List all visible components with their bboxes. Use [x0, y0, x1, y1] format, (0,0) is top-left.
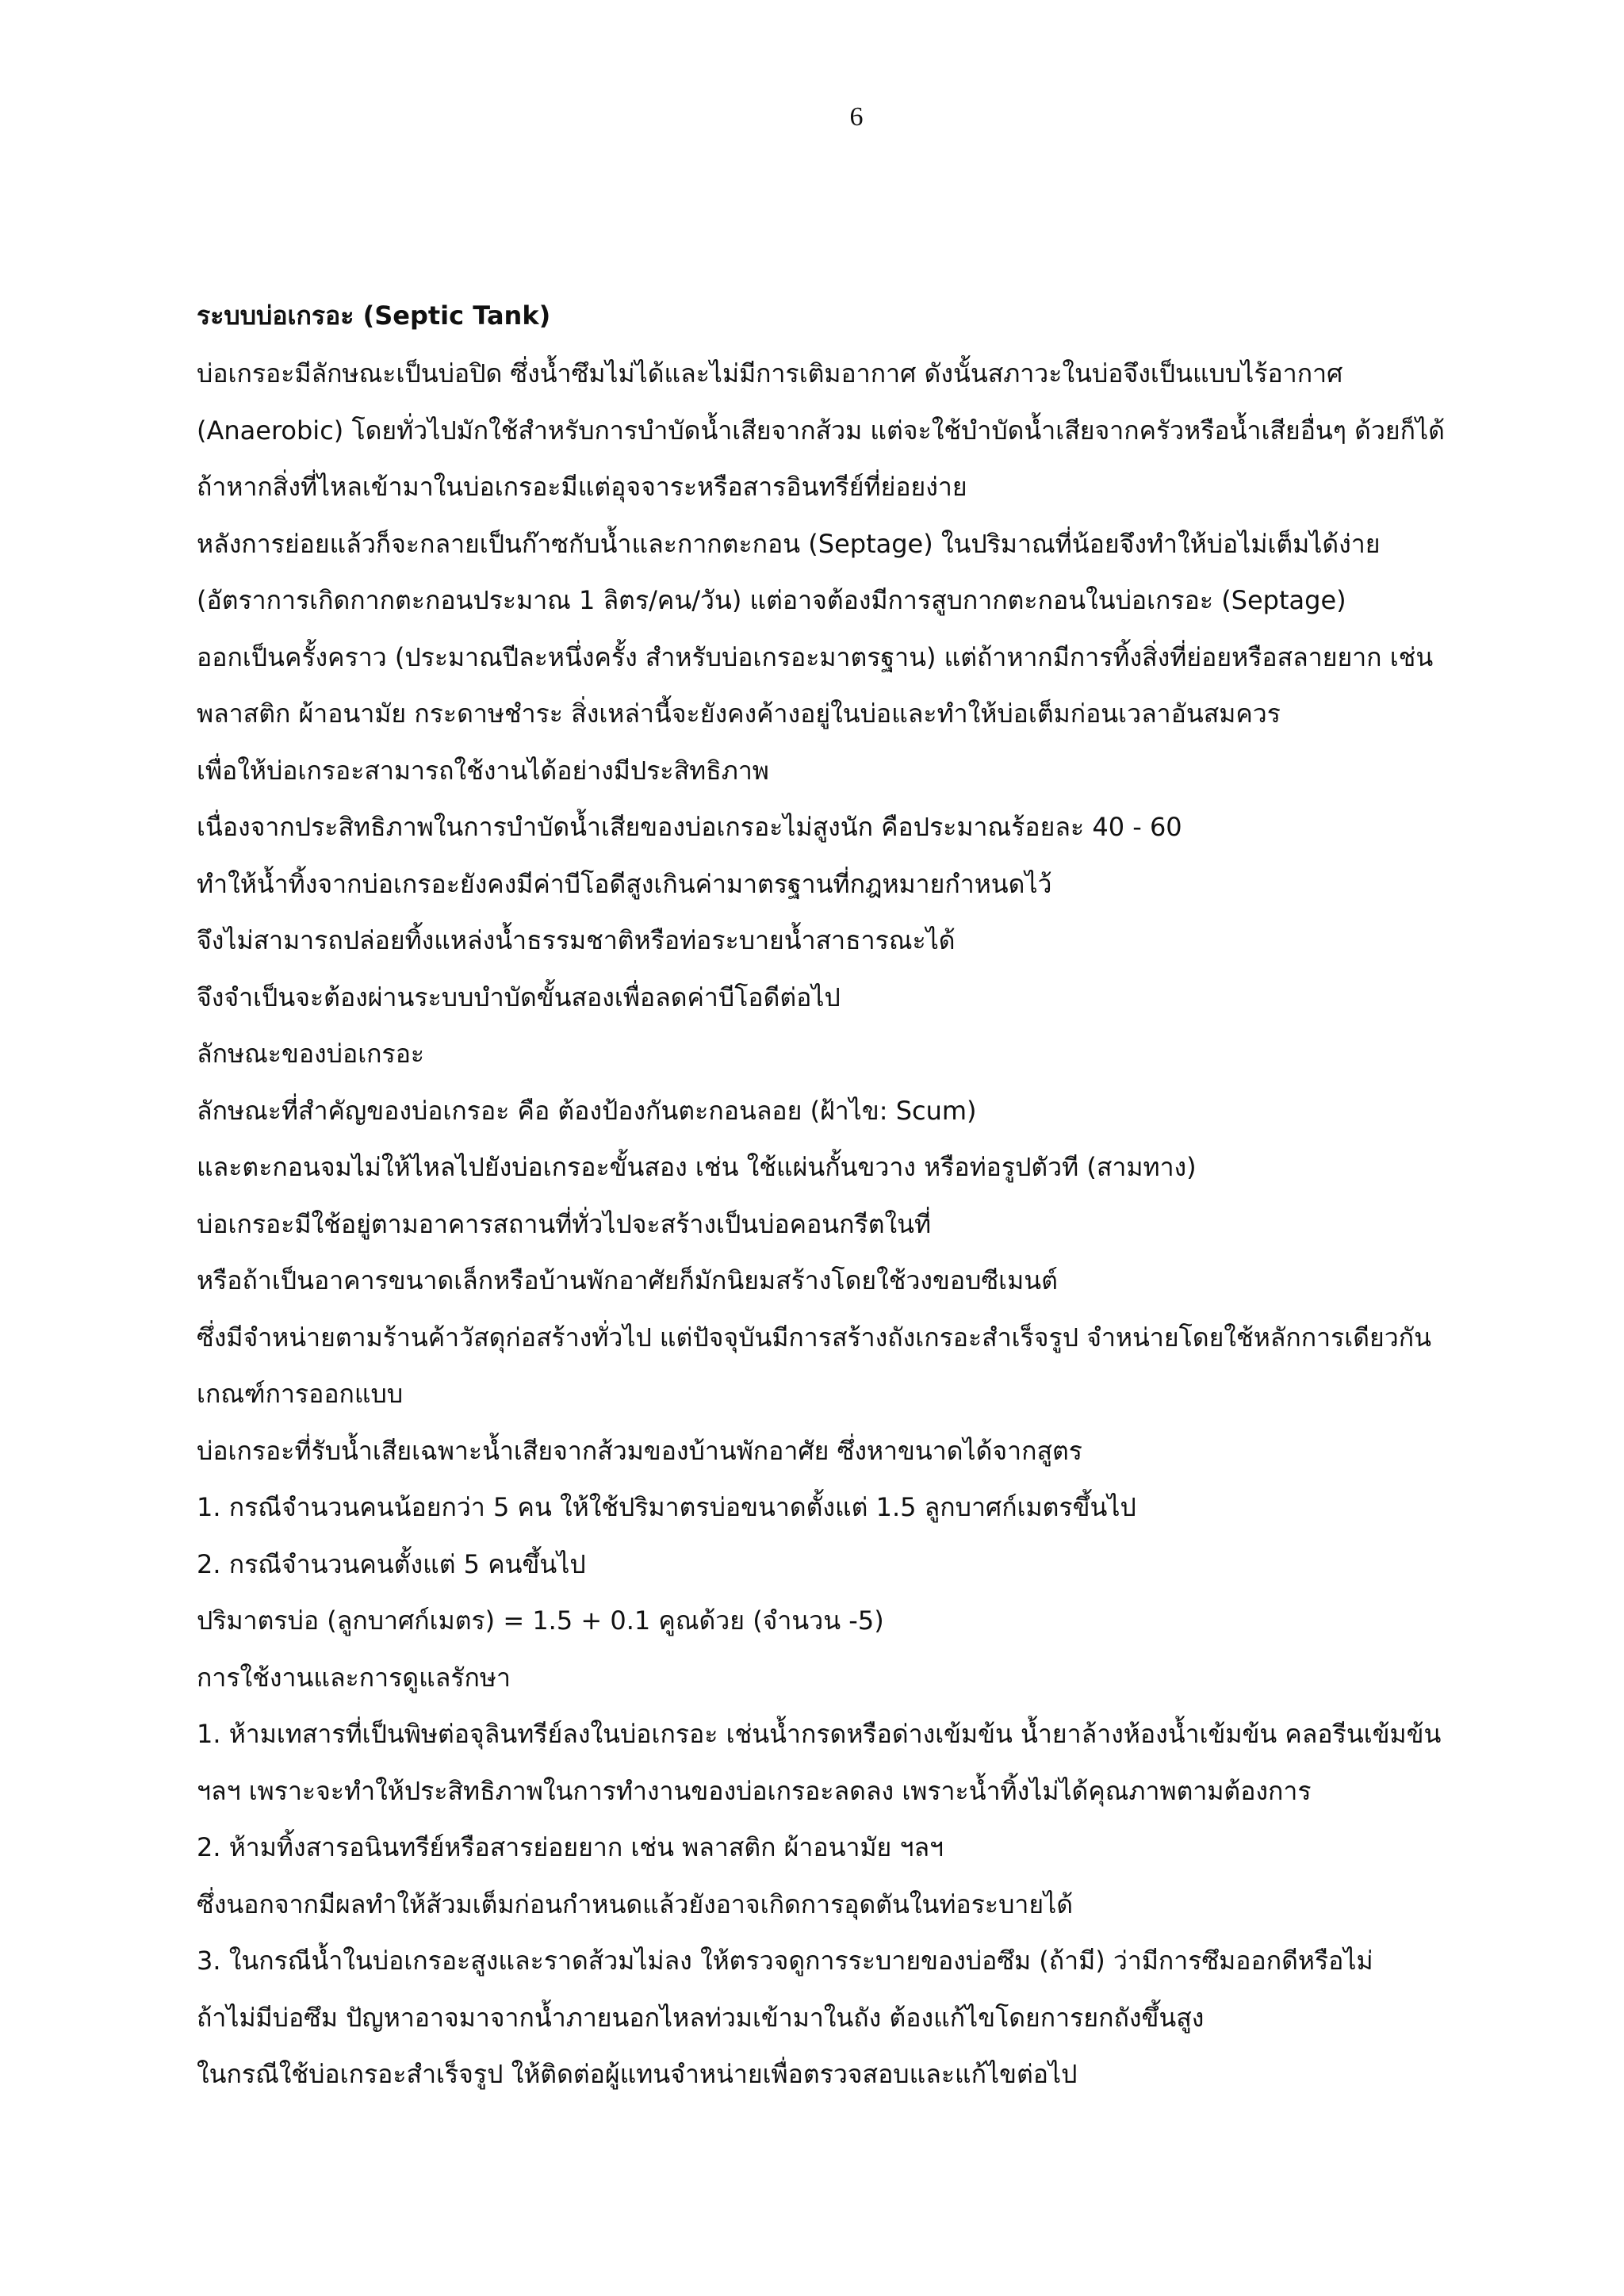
formula-line: ปริมาตรบ่อ (ลูกบาศก์เมตร) = 1.5 + 0.1 คูณด้วย (จำนวน -5)	[197, 1605, 884, 1636]
text-line: เพื่อให้บ่อเกรอะสามารถใช้งานได้อย่างมีประสิทธิภาพ	[197, 755, 769, 786]
text-line: หรือถ้าเป็นอาคารขนาดเล็กหรือบ้านพักอาศัยก็มักนิยมสร้างโดยใช้วงขอบซีเมนต์	[197, 1265, 1058, 1295]
text-line: จึงจำเป็นจะต้องผ่านระบบบำบัดขั้นสองเพื่อลดค่าบีโอดีต่อไป	[197, 982, 841, 1012]
list-item: 1. ห้ามเทสารที่เป็นพิษต่อจุลินทรีย์ลงในบ่อเกรอะ เช่นน้ำกรดหรือด่างเข้มข้น น้ำยาล้างห้องน้ำเข้มข้น คลอรีนเข้มข้น	[197, 1719, 1442, 1749]
list-item: 1. กรณีจำนวนคนน้อยกว่า 5 คน ให้ใช้ปริมาตรบ่อขนาดตั้งแต่ 1.5 ลูกบาศก์เมตรขึ้นไป	[197, 1492, 1136, 1522]
text-line: ทำให้น้ำทิ้งจากบ่อเกรอะยังคงมีค่าบีโอดีสูงเกินค่ามาตรฐานที่กฎหมายกำหนดไว้	[197, 868, 1052, 899]
text-line: เนื่องจากประสิทธิภาพในการบำบัดน้ำเสียของบ่อเกรอะไม่สูงนัก คือประมาณร้อยละ 40 - 60	[197, 812, 1182, 842]
text-line: บ่อเกรอะมีลักษณะเป็นบ่อปิด ซึ่งน้ำซึมไม่ได้และไม่มีการเติมอากาศ ดังนั้นสภาวะในบ่อจึงเป็นแบบไร้อากาศ	[197, 358, 1343, 388]
list-item: 2. กรณีจำนวนคนตั้งแต่ 5 คนขึ้นไป	[197, 1548, 586, 1579]
text-line: ซึ่งมีจำหน่ายตามร้านค้าวัสดุก่อสร้างทั่วไป แต่ปัจจุบันมีการสร้างถังเกรอะสำเร็จรูป จำหน่ายโดยใช้หลักการเดียวกัน	[197, 1322, 1431, 1353]
text-line: พลาสติก ผ้าอนามัย กระดาษชำระ สิ่งเหล่านี้จะยังคงค้างอยู่ในบ่อและทำให้บ่อเต็มก่อนเวลาอันสมควร	[197, 698, 1281, 729]
text-line: บ่อเกรอะที่รับน้ำเสียเฉพาะน้ำเสียจากส้วมของบ้านพักอาศัย ซึ่งหาขนาดได้จากสูตร	[197, 1435, 1082, 1466]
text-line: ออกเป็นครั้งคราว (ประมาณปีละหนึ่งครั้ง สำหรับบ่อเกรอะมาตรฐาน) แต่ถ้าหากมีการทิ้งสิ่งที่ย่อยหรือสลายยาก เช่น	[197, 641, 1434, 672]
text-line: ฯลฯ เพราะจะทำให้ประสิทธิภาพในการทำงานของบ่อเกรอะลดลง เพราะน้ำทิ้งไม่ได้คุณภาพตามต้องการ	[197, 1775, 1312, 1806]
text-line: ลักษณะที่สำคัญของบ่อเกรอะ คือ ต้องป้องกันตะกอนลอย (ฝ้าไข: Scum)	[197, 1095, 977, 1126]
text-line: ถ้าหากสิ่งที่ไหลเข้ามาในบ่อเกรอะมีแต่อุจจาระหรือสารอินทรีย์ที่ย่อยง่าย	[197, 472, 967, 502]
subheading-design-criteria: เกณฑ์การออกแบบ	[197, 1379, 404, 1409]
text-line: ถ้าไม่มีบ่อซึม ปัญหาอาจมาจากน้ำภายนอกไหลท่วมเข้ามาในถัง ต้องแก้ไขโดยการยกถังขึ้นสูง	[197, 2002, 1205, 2033]
text-line: (อัตราการเกิดกากตะกอนประมาณ 1 ลิตร/คน/วัน) แต่อาจต้องมีการสูบกากตะกอนในบ่อเกรอะ (Septage)	[197, 585, 1346, 615]
text-line: (Anaerobic) โดยทั่วไปมักใช้สำหรับการบำบัดน้ำเสียจากส้วม แต่จะใช้บำบัดน้ำเสียจากครัวหรือน้ำเสียอื่นๆ ด้วยก็ได้	[197, 415, 1445, 446]
body-text	[197, 346, 1576, 2103]
subheading-usage-maintenance: การใช้งานและการดูแลรักษา	[197, 1662, 511, 1693]
subheading-characteristics: ลักษณะของบ่อเกรอะ	[197, 1039, 425, 1069]
text-line: ซึ่งนอกจากมีผลทำให้ส้วมเต็มก่อนกำหนดแล้วยังอาจเกิดการอุดตันในท่อระบายได้	[197, 1888, 1073, 1919]
text-line: จึงไม่สามารถปล่อยทิ้งแหล่งน้ำธรรมชาติหรือท่อระบายน้ำสาธารณะได้	[197, 925, 956, 955]
text-line: หลังการย่อยแล้วก็จะกลายเป็นก๊าซกับน้ำและกากตะกอน (Septage) ในปริมาณที่น้อยจึงทำให้บ่อไม่เต็มได้ง่าย	[197, 528, 1381, 559]
list-item: 3. ในกรณีน้ำในบ่อเกรอะสูงและราดส้วมไม่ลง ให้ตรวจดูการระบายของบ่อซึม (ถ้ามี) ว่ามีการซึมออกดีหรือไม่	[197, 1946, 1373, 1976]
text-line: ในกรณีใช้บ่อเกรอะสำเร็จรูป ให้ติดต่อผู้แทนจำหน่ายเพื่อตรวจสอบและแก้ไขต่อไป	[197, 2059, 1078, 2089]
page-number: 6	[849, 102, 864, 132]
section-heading: ระบบบ่อเกรอะ (Septic Tank)	[197, 300, 551, 331]
text-line: บ่อเกรอะมีใช้อยู่ตามอาคารสถานที่ทั่วไปจะสร้างเป็นบ่อคอนกรีตในที่	[197, 1208, 932, 1239]
list-item: 2. ห้ามทิ้งสารอนินทรีย์หรือสารย่อยยาก เช่น พลาสติก ผ้าอนามัย ฯลฯ	[197, 1832, 944, 1862]
text-line: และตะกอนจมไม่ให้ไหลไปยังบ่อเกรอะขั้นสอง เช่น ใช้แผ่นกั้นขวาง หรือท่อรูปตัวที (สามทาง)	[197, 1152, 1197, 1182]
